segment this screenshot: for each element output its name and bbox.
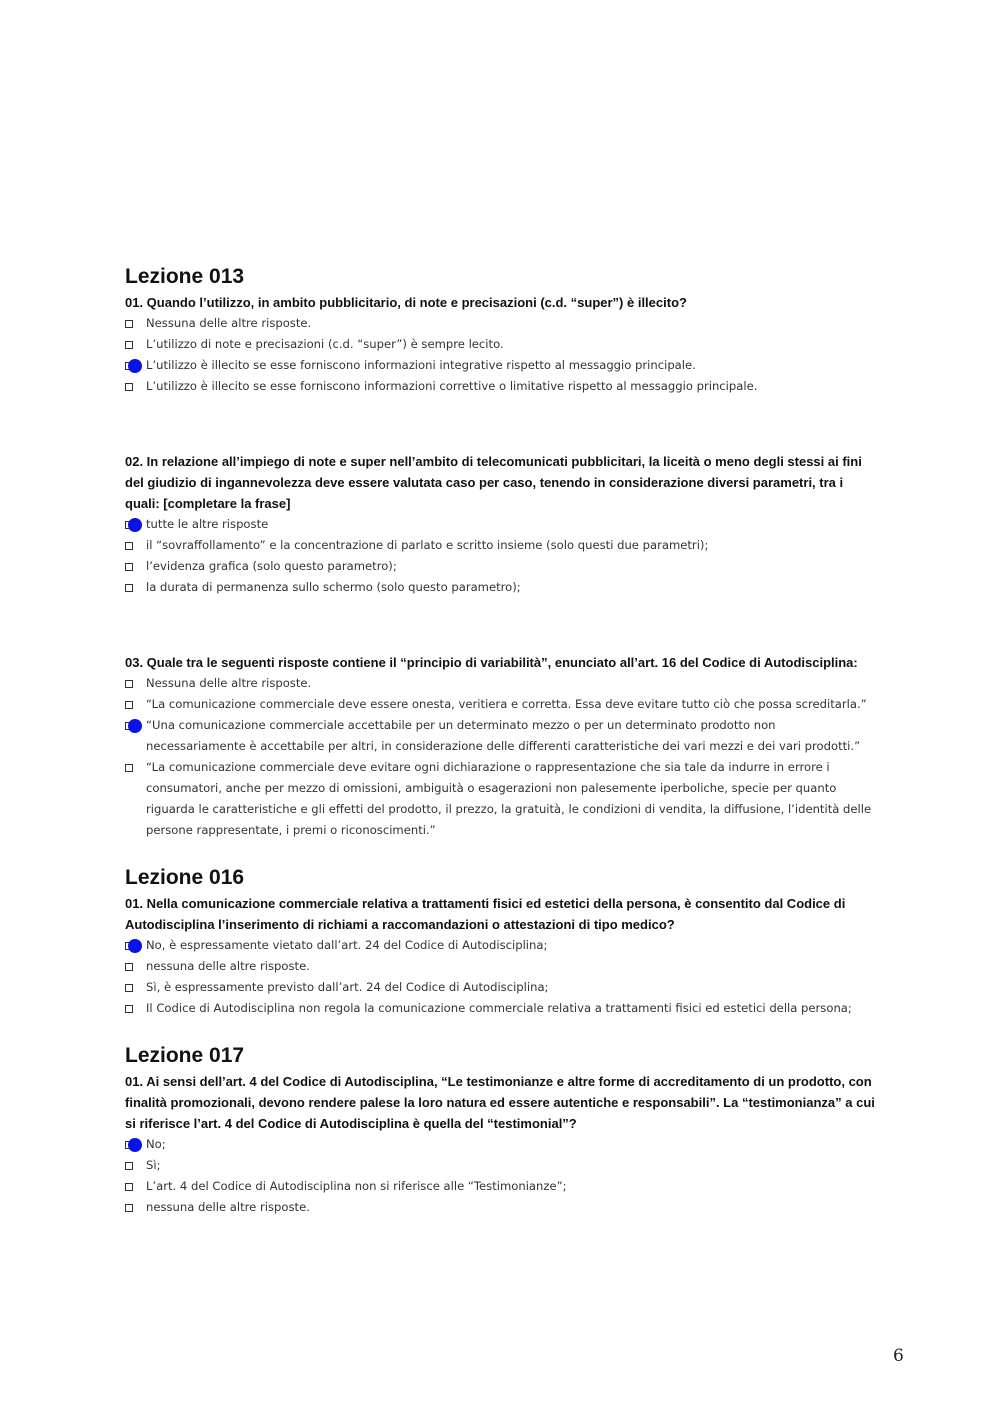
checkbox-icon[interactable] [125, 963, 133, 971]
option-label: la durata di permanenza sullo schermo (solo questo parametro); [146, 580, 521, 594]
checkbox-icon[interactable] [125, 1005, 133, 1013]
option-label: No; [146, 1137, 166, 1151]
selected-answer-dot-icon [128, 1138, 142, 1152]
selected-answer-dot-icon [128, 518, 142, 532]
option-label: Sì; [146, 1158, 161, 1172]
answer-options [125, 673, 875, 841]
answer-option[interactable] [125, 1155, 875, 1176]
answer-option[interactable] [125, 556, 875, 577]
option-label: il “sovraffollamento” e la concentrazione di parlato e scritto insieme (solo questi due parametri); [146, 538, 709, 552]
answer-option[interactable] [125, 715, 875, 757]
option-label: L’utilizzo è illecito se esse forniscono informazioni integrative rispetto al messaggio principale. [146, 358, 696, 372]
page-content [125, 262, 875, 1218]
spacer [125, 841, 875, 863]
answer-options [125, 935, 875, 1019]
question [125, 451, 875, 598]
checkbox-icon[interactable] [125, 1183, 133, 1191]
answer-options [125, 1134, 875, 1218]
answer-option[interactable] [125, 673, 875, 694]
question [125, 292, 875, 397]
answer-option[interactable] [125, 334, 875, 355]
checkbox-icon[interactable] [125, 584, 133, 592]
option-label: L’utilizzo è illecito se esse forniscono informazioni correttive o limitative rispetto al messaggio principale. [146, 379, 758, 393]
option-label: L’utilizzo di note e precisazioni (c.d. “super”) è sempre lecito. [146, 337, 504, 351]
question-text: 01. Quando l’utilizzo, in ambito pubblicitario, di note e precisazioni (c.d. “super”) è illecito? [125, 295, 687, 310]
checkbox-icon[interactable] [125, 320, 133, 328]
answer-option[interactable] [125, 376, 875, 397]
option-label: Sì, è espressamente previsto dall’art. 24 del Codice di Autodisciplina; [146, 980, 549, 994]
checkbox-icon[interactable] [125, 542, 133, 550]
answer-option[interactable] [125, 956, 875, 977]
question-text: 01. Nella comunicazione commerciale relativa a trattamenti fisici ed estetici della persona, è consentito dal Codice di Autodisciplina l’inserimento di richiami a raccomandazioni o attestazioni di tipo medico? [125, 896, 846, 932]
answer-option[interactable] [125, 935, 875, 956]
option-label: “La comunicazione commerciale deve evitare ogni dichiarazione o rappresentazione che sia tale da indurre in errore i consumatori, anche per mezzo di omissioni, ambiguità o esagerazioni non palesemente iperboliche, specie per quanto riguarda le caratteristiche e gli effetti del prodotto, il prezzo, la gratuità, le condizioni di vendita, la diffusione, l’identità delle persone rappresentate, i premi o riconoscimenti.” [146, 760, 872, 837]
checkbox-icon[interactable] [125, 563, 133, 571]
answer-option[interactable] [125, 355, 875, 376]
option-label: “Una comunicazione commerciale accettabile per un determinato mezzo o per un determinato prodotto non necessariamente è accettabile per altri, in considerazione delle differenti caratteristiche dei vari mezzi e dei vari prodotti.” [146, 718, 861, 753]
option-label: Il Codice di Autodisciplina non regola la comunicazione commerciale relativa a trattamenti fisici ed estetici della persona; [146, 1001, 852, 1015]
spacer [125, 598, 875, 652]
option-label: nessuna delle altre risposte. [146, 959, 310, 973]
question [125, 652, 875, 841]
answer-option[interactable] [125, 977, 875, 998]
answer-option[interactable] [125, 694, 875, 715]
answer-options [125, 514, 875, 598]
spacer [125, 1019, 875, 1041]
checkbox-icon[interactable] [125, 984, 133, 992]
checkbox-icon[interactable] [125, 341, 133, 349]
lesson-title: Lezione 013 [125, 265, 245, 288]
checkbox-icon[interactable] [125, 383, 133, 391]
selected-answer-dot-icon [128, 719, 142, 733]
checkbox-icon[interactable] [125, 680, 133, 688]
question-text: 01. Ai sensi dell’art. 4 del Codice di Autodisciplina, “Le testimonianze e altre forme di accreditamento di un prodotto, con finalità promozionali, devono rendere palese la loro natura ed essere autentiche e responsabili”. La “testimonianza” a cui si riferisce l’art. 4 del Codice di Autodisciplina è quella del “testimonial”? [125, 1074, 875, 1131]
option-label: No, è espressamente vietato dall’art. 24 del Codice di Autodisciplina; [146, 938, 548, 952]
answer-option[interactable] [125, 998, 875, 1019]
question-text: 02. In relazione all’impiego di note e super nell’ambito di telecomunicati pubblicitari, la liceità o meno degli stessi ai fini del giudizio di ingannevolezza deve essere valutata caso per caso, tenendo in considerazione diversi parametri, tra i quali: [completare la frase] [125, 454, 862, 511]
checkbox-icon[interactable] [125, 701, 133, 709]
question-text: 03. Quale tra le seguenti risposte contiene il “principio di variabilità”, enunciato all’art. 16 del Codice di Autodisciplina: [125, 655, 858, 670]
option-label: l’evidenza grafica (solo questo parametro); [146, 559, 397, 573]
answer-option[interactable] [125, 577, 875, 598]
answer-option[interactable] [125, 313, 875, 334]
spacer [125, 397, 875, 451]
option-label: tutte le altre risposte [146, 517, 269, 531]
lesson-title: Lezione 016 [125, 866, 245, 889]
answer-option[interactable] [125, 1176, 875, 1197]
answer-option[interactable] [125, 757, 875, 841]
checkbox-icon[interactable] [125, 764, 133, 772]
answer-option[interactable] [125, 1197, 875, 1218]
selected-answer-dot-icon [128, 939, 142, 953]
checkbox-icon[interactable] [125, 1162, 133, 1170]
selected-answer-dot-icon [128, 359, 142, 373]
checkbox-icon[interactable] [125, 1204, 133, 1212]
option-label: nessuna delle altre risposte. [146, 1200, 310, 1214]
answer-option[interactable] [125, 535, 875, 556]
question [125, 893, 875, 1019]
answer-options [125, 313, 875, 397]
lesson-title: Lezione 017 [125, 1044, 245, 1067]
answer-option[interactable] [125, 514, 875, 535]
option-label: Nessuna delle altre risposte. [146, 676, 312, 690]
option-label: “La comunicazione commerciale deve essere onesta, veritiera e corretta. Essa deve evitare tutto ciò che possa screditarla.” [146, 697, 867, 711]
option-label: L’art. 4 del Codice di Autodisciplina non si riferisce alle “Testimonianze”; [146, 1179, 567, 1193]
question [125, 1071, 875, 1218]
option-label: Nessuna delle altre risposte. [146, 316, 312, 330]
page-number: 6 [893, 1346, 904, 1366]
answer-option[interactable] [125, 1134, 875, 1155]
